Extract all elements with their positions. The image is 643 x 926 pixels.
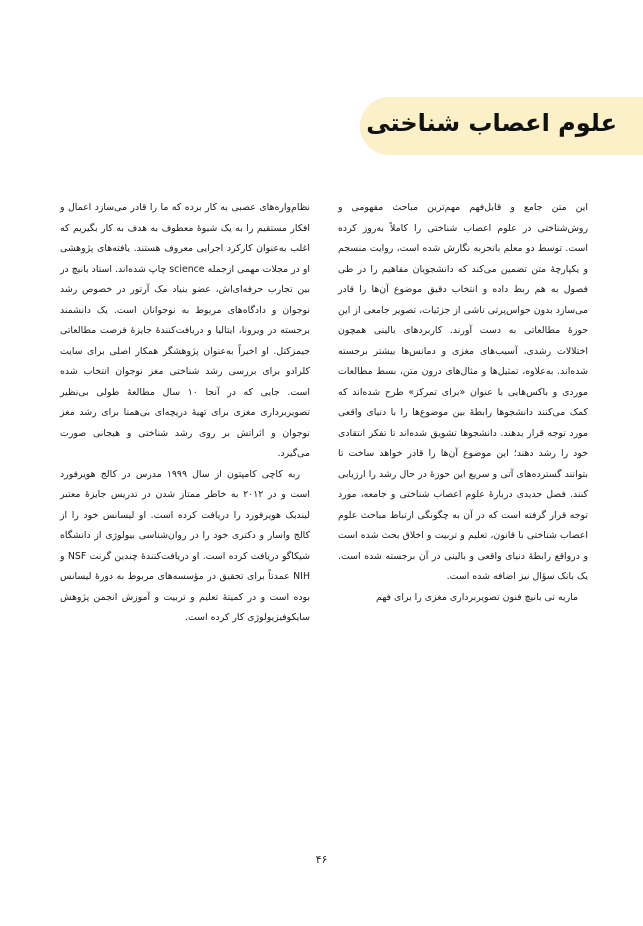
page-number: ۴۶	[315, 853, 328, 866]
paragraph: نظام‌واره‌های عصبی به کار برده که ما را قادر می‌سازد اعمال و افکار مستقیم را به یک شیوهٔ معطوف به هدف به کار بگیریم که اغلب به‌عنوان کارکرد اجرایی معروف هستند. یافته‌های پژوهشی او در مجلات مهمی ازجمله science چاپ شده‌اند. استاد بانیچ در بین تجارب حرفه‌ای‌اش، عضو بنیاد مک آرتور در خصوص رشد نوجوان و دادگاه‌های مربوط به نوجوانان است. یک دانشمند برجسته در ویرونا، ایتالیا و دریافت‌کنندهٔ جایزهٔ فرصت مطالعاتی جیمزکتل. او اخیراً به‌عنوان پژوهشگر همکار اصلی برای سایت کلرادو برای بررسی رشد شناختی مغز نوجوان انتخاب شده است. جایی که در آنجا ۱۰ سال مطالعهٔ طولی بی‌نظیر تصویربرداری مغزی برای تهیهٔ دریچه‌ای بی‌همتا برای رشد مغز نوجوان و اثراتش بر روی رشد شناختی و هیجانی صورت می‌گیرد.	[60, 202, 311, 459]
chapter-title-banner	[360, 97, 643, 155]
text-column-left	[60, 198, 310, 629]
text-column-right	[338, 198, 588, 608]
chapter-title: علوم اعصاب شناختی	[366, 109, 617, 137]
paragraph: ربه کاچی کامپتون از سال ۱۹۹۹ مدرس در کالج هویرفورد است و در ۲۰۱۲ به خاطر ممتاز شدن در تدریس جایزهٔ معتبر لیندبک هویرفورد را دریافت کرده است. او لیسانس خود را از کالج واسار و دکتری خود را در روان‌شناسی بیولوژی از دانشگاه شیکاگو دریافت کرده است. او دریافت‌کنندهٔ چندین گرنت NSF و NIH عمدتاً برای تحقیق در مؤسسه‌های مربوط به دورهٔ لیسانس بوده است و در کمیتهٔ تعلیم و تربیت و آموزش انجمن پژوهش سایکوفیزیولوژی کار کرده است.	[60, 468, 310, 623]
paragraph: این متن جامع و قابل‌فهم مهم‌ترین مباحث مفهومی و روش‌شناختی در علوم اعصاب شناختی را کاملاً به‌روز کرده است. توسط دو معلم باتجربه نگارش شده است، روایت منسجم و یکپارچهٔ متن تضمین می‌کند که دانشجویان مفاهیم را در طی فصول به هم ربط داده و انتخاب دقیق موضوع آن‌ها را قادر می‌سازد بدون حواس‌پرتی ناشی از جزئیات، تصویر جامعی از این حوزهٔ مطالعاتی به دست آورند. کاربردهای بالینی همچون اختلالات رشدی، آسیب‌های مغزی و دمانس‌ها بیشتر برجسته شده‌اند. به‌علاوه، تمثیل‌ها و مثال‌های درون متن، بسط مطالعات موردی و باکس‌هایی با عنوان «برای تمرکز» طرح شده‌اند که کمک می‌کنند دانشجوها رابطهٔ بین موضوع‌ها را با دنیای واقعی مورد توجه قرار بدهند. دانشجوها تشویق شده‌اند تا تفکر انتقادی خود را رشد دهند؛ این موضوع آن‌ها را قادر خواهد ساخت تا بتوانند گسترده‌های آتی و سریع این حوزهٔ در حال رشد را ارزیابی کنند. فصل جدیدی دربارهٔ علوم اعصاب شناختی و جامعه، مورد توجه قرار گرفته است که در آن به چگونگی ارتباط مباحث علوم اعصاب شناختی با قانون، تعلیم و تربیت و اخلاق بحث شده است و درواقع رابطهٔ دنیای واقعی و بالینی در آن برجسته شده است. یک بانک سؤال نیز اضافه شده است.	[338, 202, 588, 582]
paragraph: ماریه تی بانیچ فنون تصویربرداری مغزی را برای فهم	[375, 591, 578, 603]
